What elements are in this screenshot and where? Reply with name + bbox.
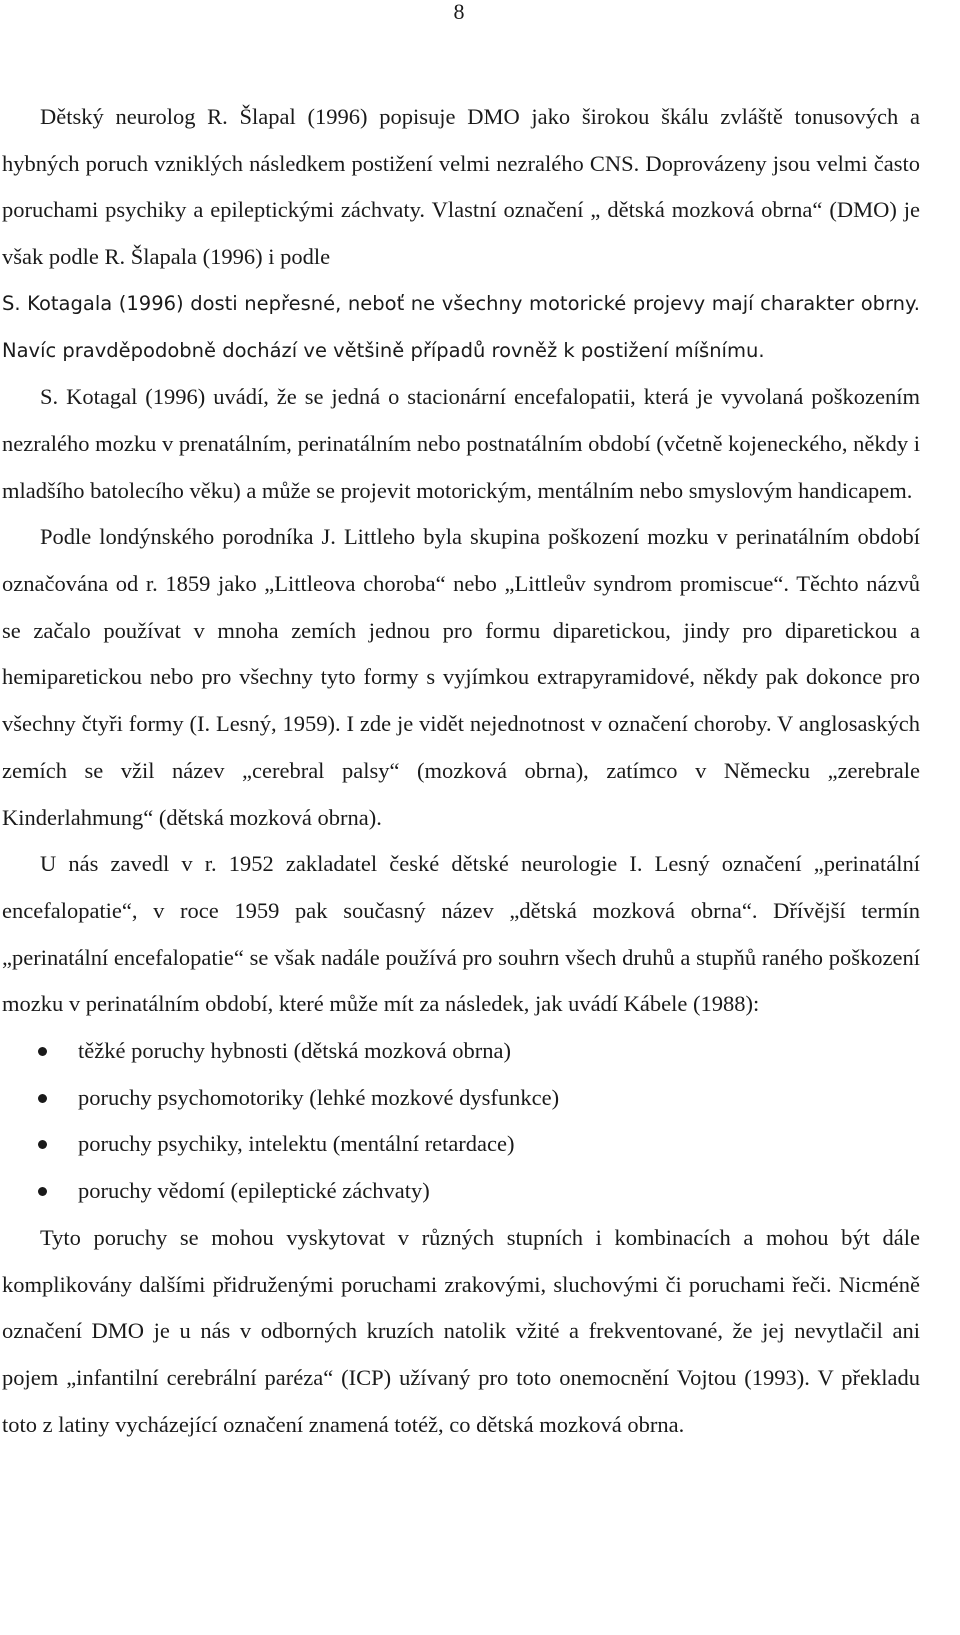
paragraph-lesny: U nás zavedl v r. 1952 zakladatel české dětské neurologie I. Lesný označení „perinatální encefalopatie“, v roce 1959 pak současný název „dětská mozková obrna“. Dřívější termín „perinatální encefalopatie“ se však nadále používá pro souhrn všech druhů a stupňů raného poškození mozku v perinatálním období, které může mít za následek, jak uvádí Kábele (1988): — [2, 851, 920, 1017]
list-item — [2, 1028, 920, 1075]
bullet-icon — [38, 1140, 47, 1149]
bullet-icon — [38, 1094, 47, 1103]
list-item — [2, 1075, 920, 1122]
paragraph-kotagal-encephalopathy: S. Kotagal (1996) uvádí, že se jedná o stacionární encefalopatii, která je vyvolaná poškozením nezralého mozku v prenatálním, perinatálním nebo postnatálním období (včetně kojeneckého, někdy i mladšího batolecího věku) a může se projevit motorickým, mentálním nebo smyslovým handicapem. — [2, 384, 920, 503]
bullet-icon — [38, 1047, 47, 1056]
bullet-icon — [38, 1187, 47, 1196]
paragraph-closing: Tyto poruchy se mohou vyskytovat v různých stupních i kombinacích a mohou být dále komplikovány dalšími přidruženými poruchami zrakovými, sluchovými či poruchami řeči. Nicméně označení DMO je u nás v odborných kruzích natolik vžité a frekventované, že jej nevytlačil ani pojem „infantilní cerebrální paréza“ (ICP) užívaný pro toto onemocnění Vojtou (1993). V překladu toto z latiny vycházející označení znamená totéž, co dětská mozková obrna. — [2, 1224, 920, 1437]
body-text — [2, 94, 920, 1448]
paragraph-kotagala: S. Kotagala (1996) dosti nepřesné, neboť ne všechny motorické projevy mají charakter obrny. Navíc pravděpodobně dochází ve většině případů rovněž k postižení míšnímu. — [2, 291, 920, 362]
list-item-text: poruchy psychiky, intelektu (mentální retardace) — [78, 1131, 515, 1157]
list-item-text: těžké poruchy hybnosti (dětská mozková obrna) — [78, 1038, 511, 1064]
bullet-list — [2, 1028, 920, 1215]
list-item — [2, 1168, 920, 1215]
paragraph-slapal: Dětský neurolog R. Šlapal (1996) popisuje DMO jako širokou škálu zvláště tonusových a hybných poruch vzniklých následkem postižení velmi nezralého CNS. Doprovázeny jsou velmi často poruchami psychiky a epileptickými záchvaty. Vlastní označení „ dětská mozková obrna“ (DMO) je však podle R. Šlapala (1996) i podle — [2, 104, 920, 270]
list-item — [2, 1121, 920, 1168]
page-number: 8 — [453, 0, 465, 24]
paragraph-little: Podle londýnského porodníka J. Littleho byla skupina poškození mozku v perinatálním období označována od r. 1859 jako „Littleova choroba“ nebo „Littleův syndrom promiscue“. Těchto názvů se začalo používat v mnoha zemích jednou pro formu diparetickou, jindy pro diparetickou a hemiparetickou nebo pro všechny tyto formy s vyjímkou extrapyramidové, někdy pak dokonce pro všechny čtyři formy (I. Lesný, 1959). I zde je vidět nejednotnost v označení choroby. V anglosaských zemích se vžil název „cerebral palsy“ (mozková obrna), zatímco v Německu „zerebrale Kinderlahmung“ (dětská mozková obrna). — [2, 524, 920, 830]
list-item-text: poruchy psychomotoriky (lehké mozkové dysfunkce) — [78, 1084, 560, 1110]
list-item-text: poruchy vědomí (epileptické záchvaty) — [78, 1178, 430, 1204]
